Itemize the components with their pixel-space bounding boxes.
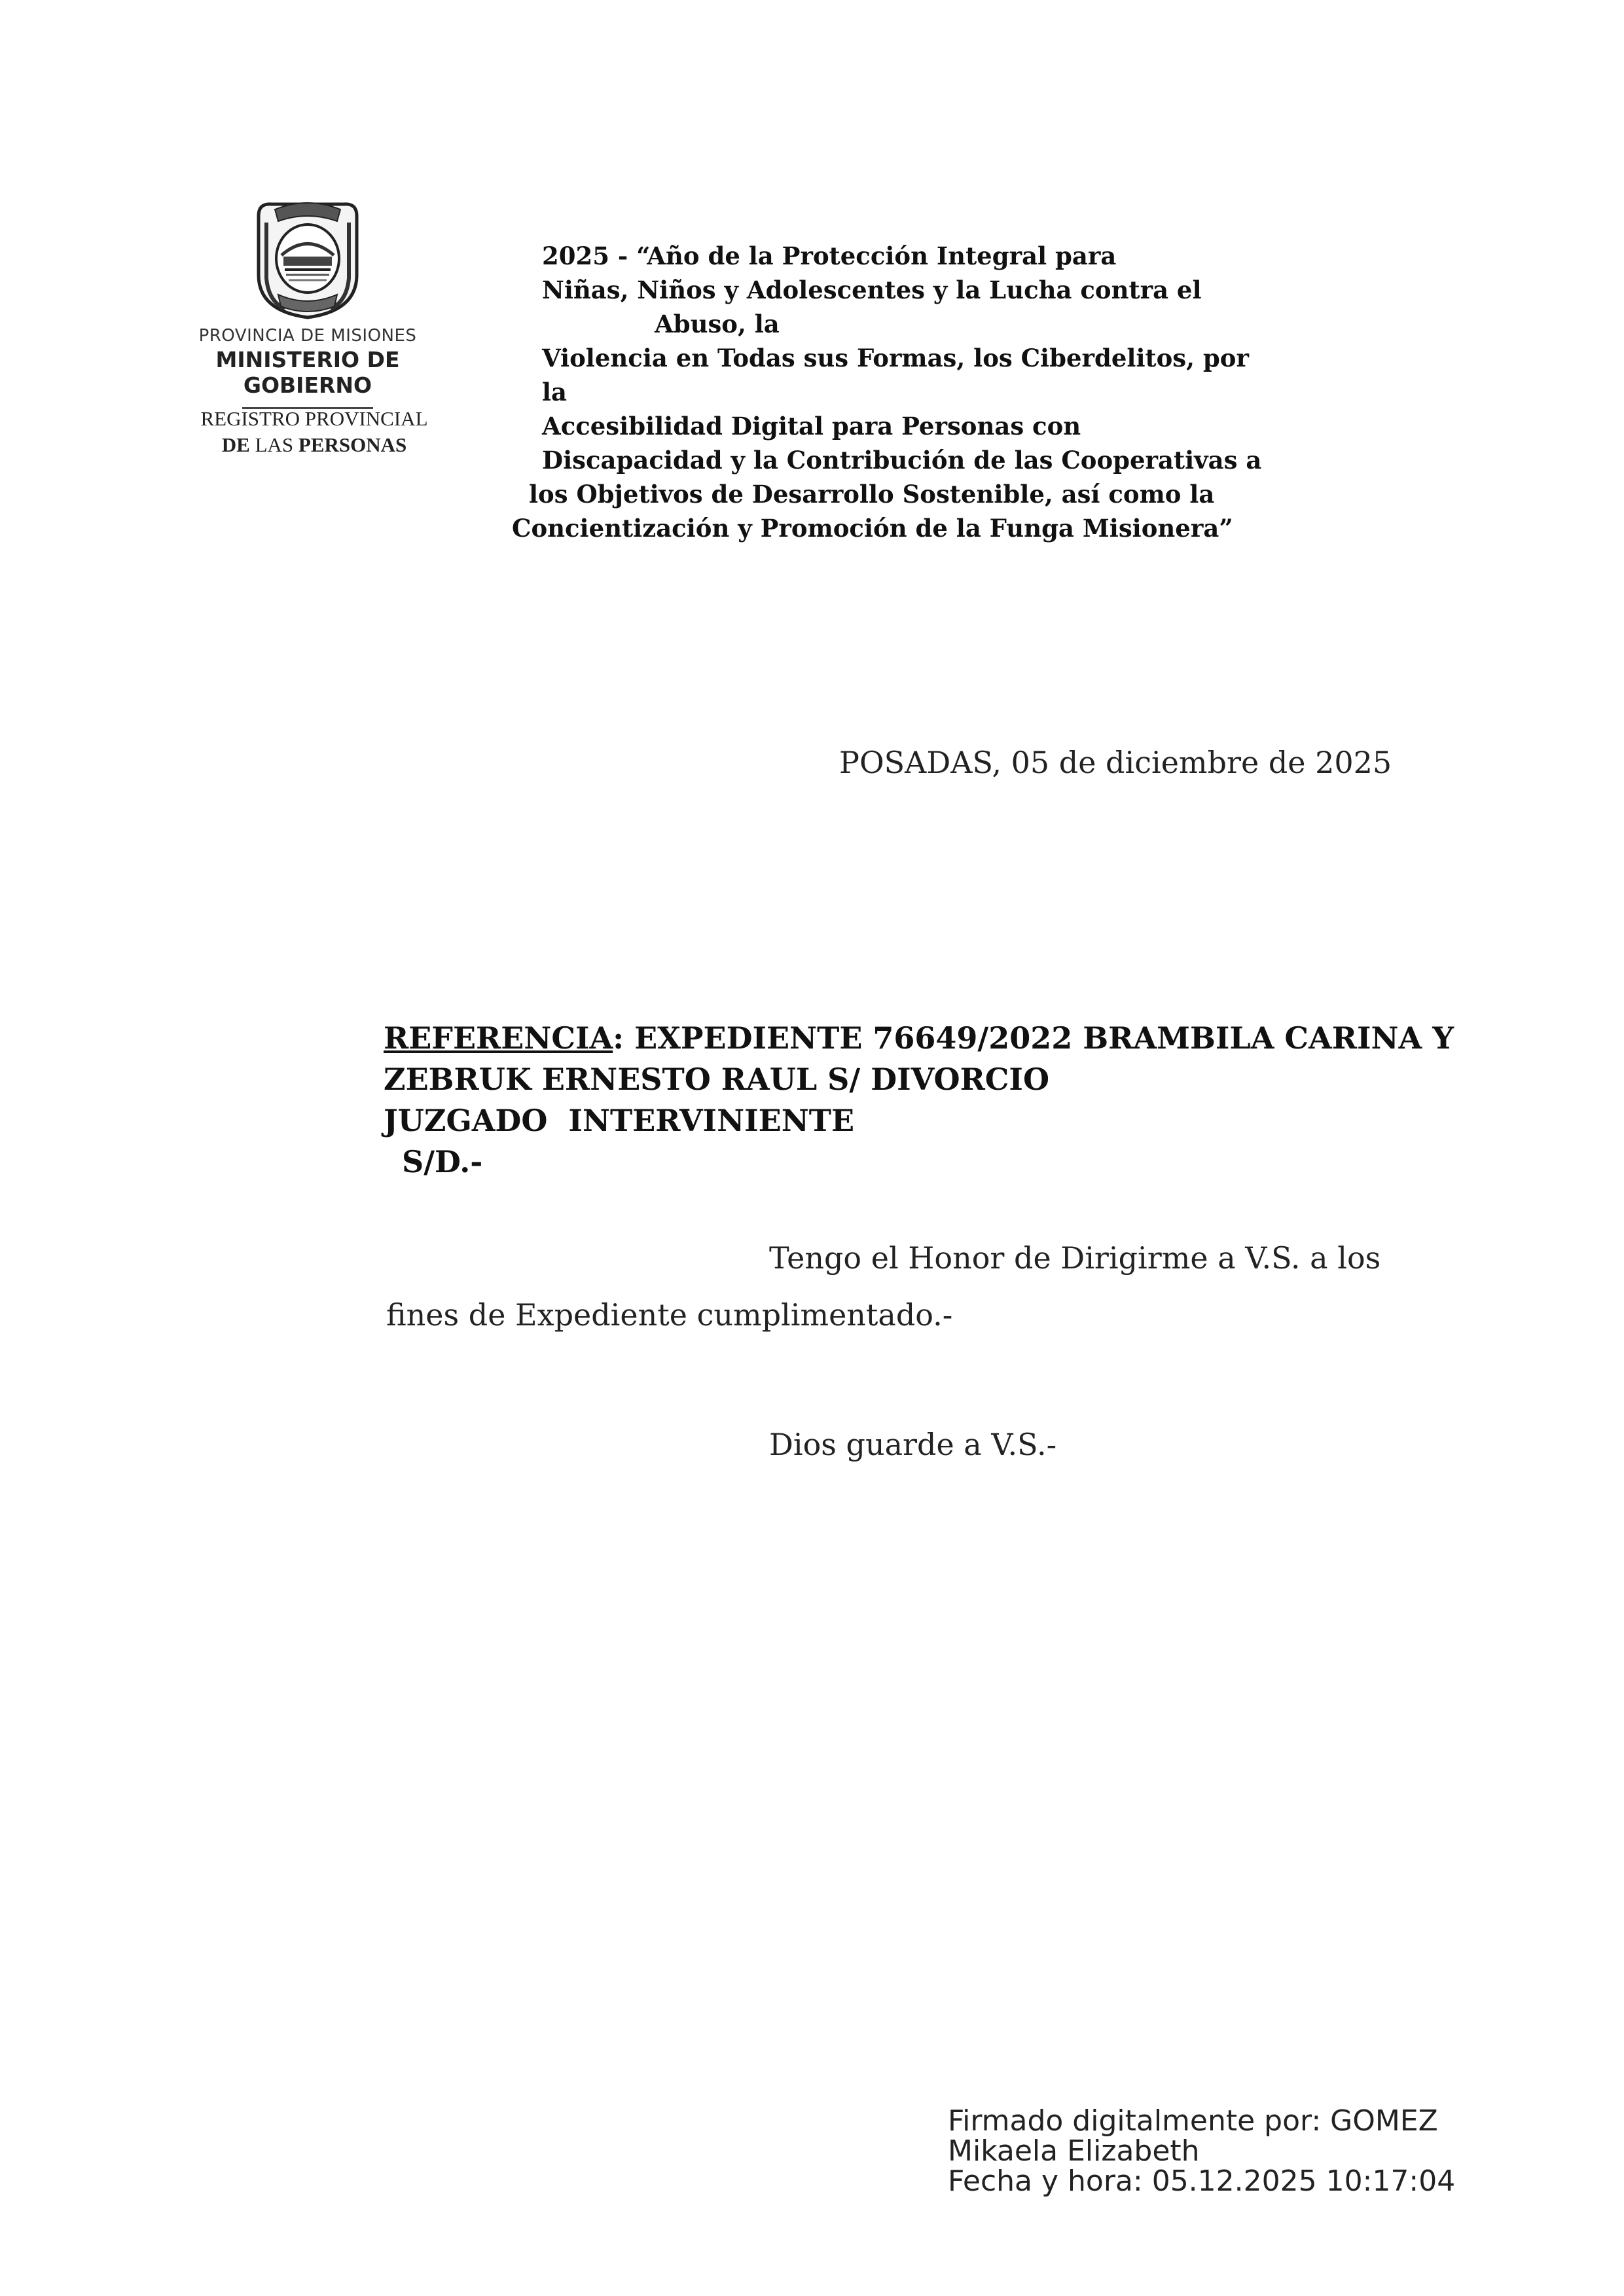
motto-line-3: Abuso, la — [655, 310, 780, 338]
motto-line-8: los Objetivos de Desarrollo Sostenible, así como la — [529, 480, 1215, 509]
motto-line-5: la — [542, 378, 568, 406]
province-label: PROVINCIA DE MISIONES — [198, 326, 417, 346]
motto-line-9: Concientización y Promoción de la Funga Misionera” — [512, 514, 1233, 543]
registry-line-2 — [170, 432, 458, 458]
motto-line-6: Accesibilidad Digital para Personas con — [542, 412, 1081, 440]
ministry-label: MINISTERIO DE GOBIERNO — [215, 347, 400, 398]
registry-line-2-las: LAS — [255, 433, 294, 456]
signature-line-1: Firmado digitalmente por: GOMEZ — [948, 2104, 1438, 2138]
motto-line-2: Niñas, Niños y Adolescentes y la Lucha contra el — [542, 276, 1202, 304]
registry-label — [170, 406, 458, 458]
closing-line: Dios guarde a V.S.- — [769, 1427, 1057, 1462]
place-date: POSADAS, 05 de diciembre de 2025 — [839, 745, 1392, 780]
reference-block — [384, 1018, 1454, 1183]
registry-line-1: REGISTRO PROVINCIAL — [200, 407, 428, 430]
motto-line-7: Discapacidad y la Contribución de las Cooperativas a — [542, 446, 1262, 475]
reference-line-4: S/D.- — [402, 1144, 483, 1179]
coat-of-arms-icon — [245, 196, 370, 321]
reference-label: REFERENCIA — [384, 1020, 613, 1056]
registry-line-2-personas: PERSONAS — [298, 433, 407, 456]
signature-line-2: Mikaela Elizabeth — [948, 2134, 1200, 2168]
signature-line-3: Fecha y hora: 05.12.2025 10:17:04 — [948, 2164, 1456, 2198]
reference-line-1 — [384, 1018, 1454, 1059]
body-line-1: Tengo el Honor de Dirigirme a V.S. a los — [769, 1240, 1381, 1276]
reference-line-2: ZEBRUK ERNESTO RAUL S/ DIVORCIO — [384, 1062, 1050, 1097]
body-line-2: fines de Expediente cumplimentado.- — [386, 1297, 953, 1333]
ministry-logo — [151, 196, 465, 409]
motto-line-4: Violencia en Todas sus Formas, los Ciberdelitos, por — [542, 344, 1249, 372]
registry-line-2-de: DE — [221, 433, 250, 456]
reference-line-3: JUZGADO INTERVINIENTE — [384, 1103, 855, 1138]
reference-line-1-rest: : EXPEDIENTE 76649/2022 BRAMBILA CARINA Y — [613, 1020, 1454, 1056]
motto-line-1: 2025 - “Año de la Protección Integral para — [542, 242, 1117, 270]
digital-signature — [948, 2106, 1455, 2197]
